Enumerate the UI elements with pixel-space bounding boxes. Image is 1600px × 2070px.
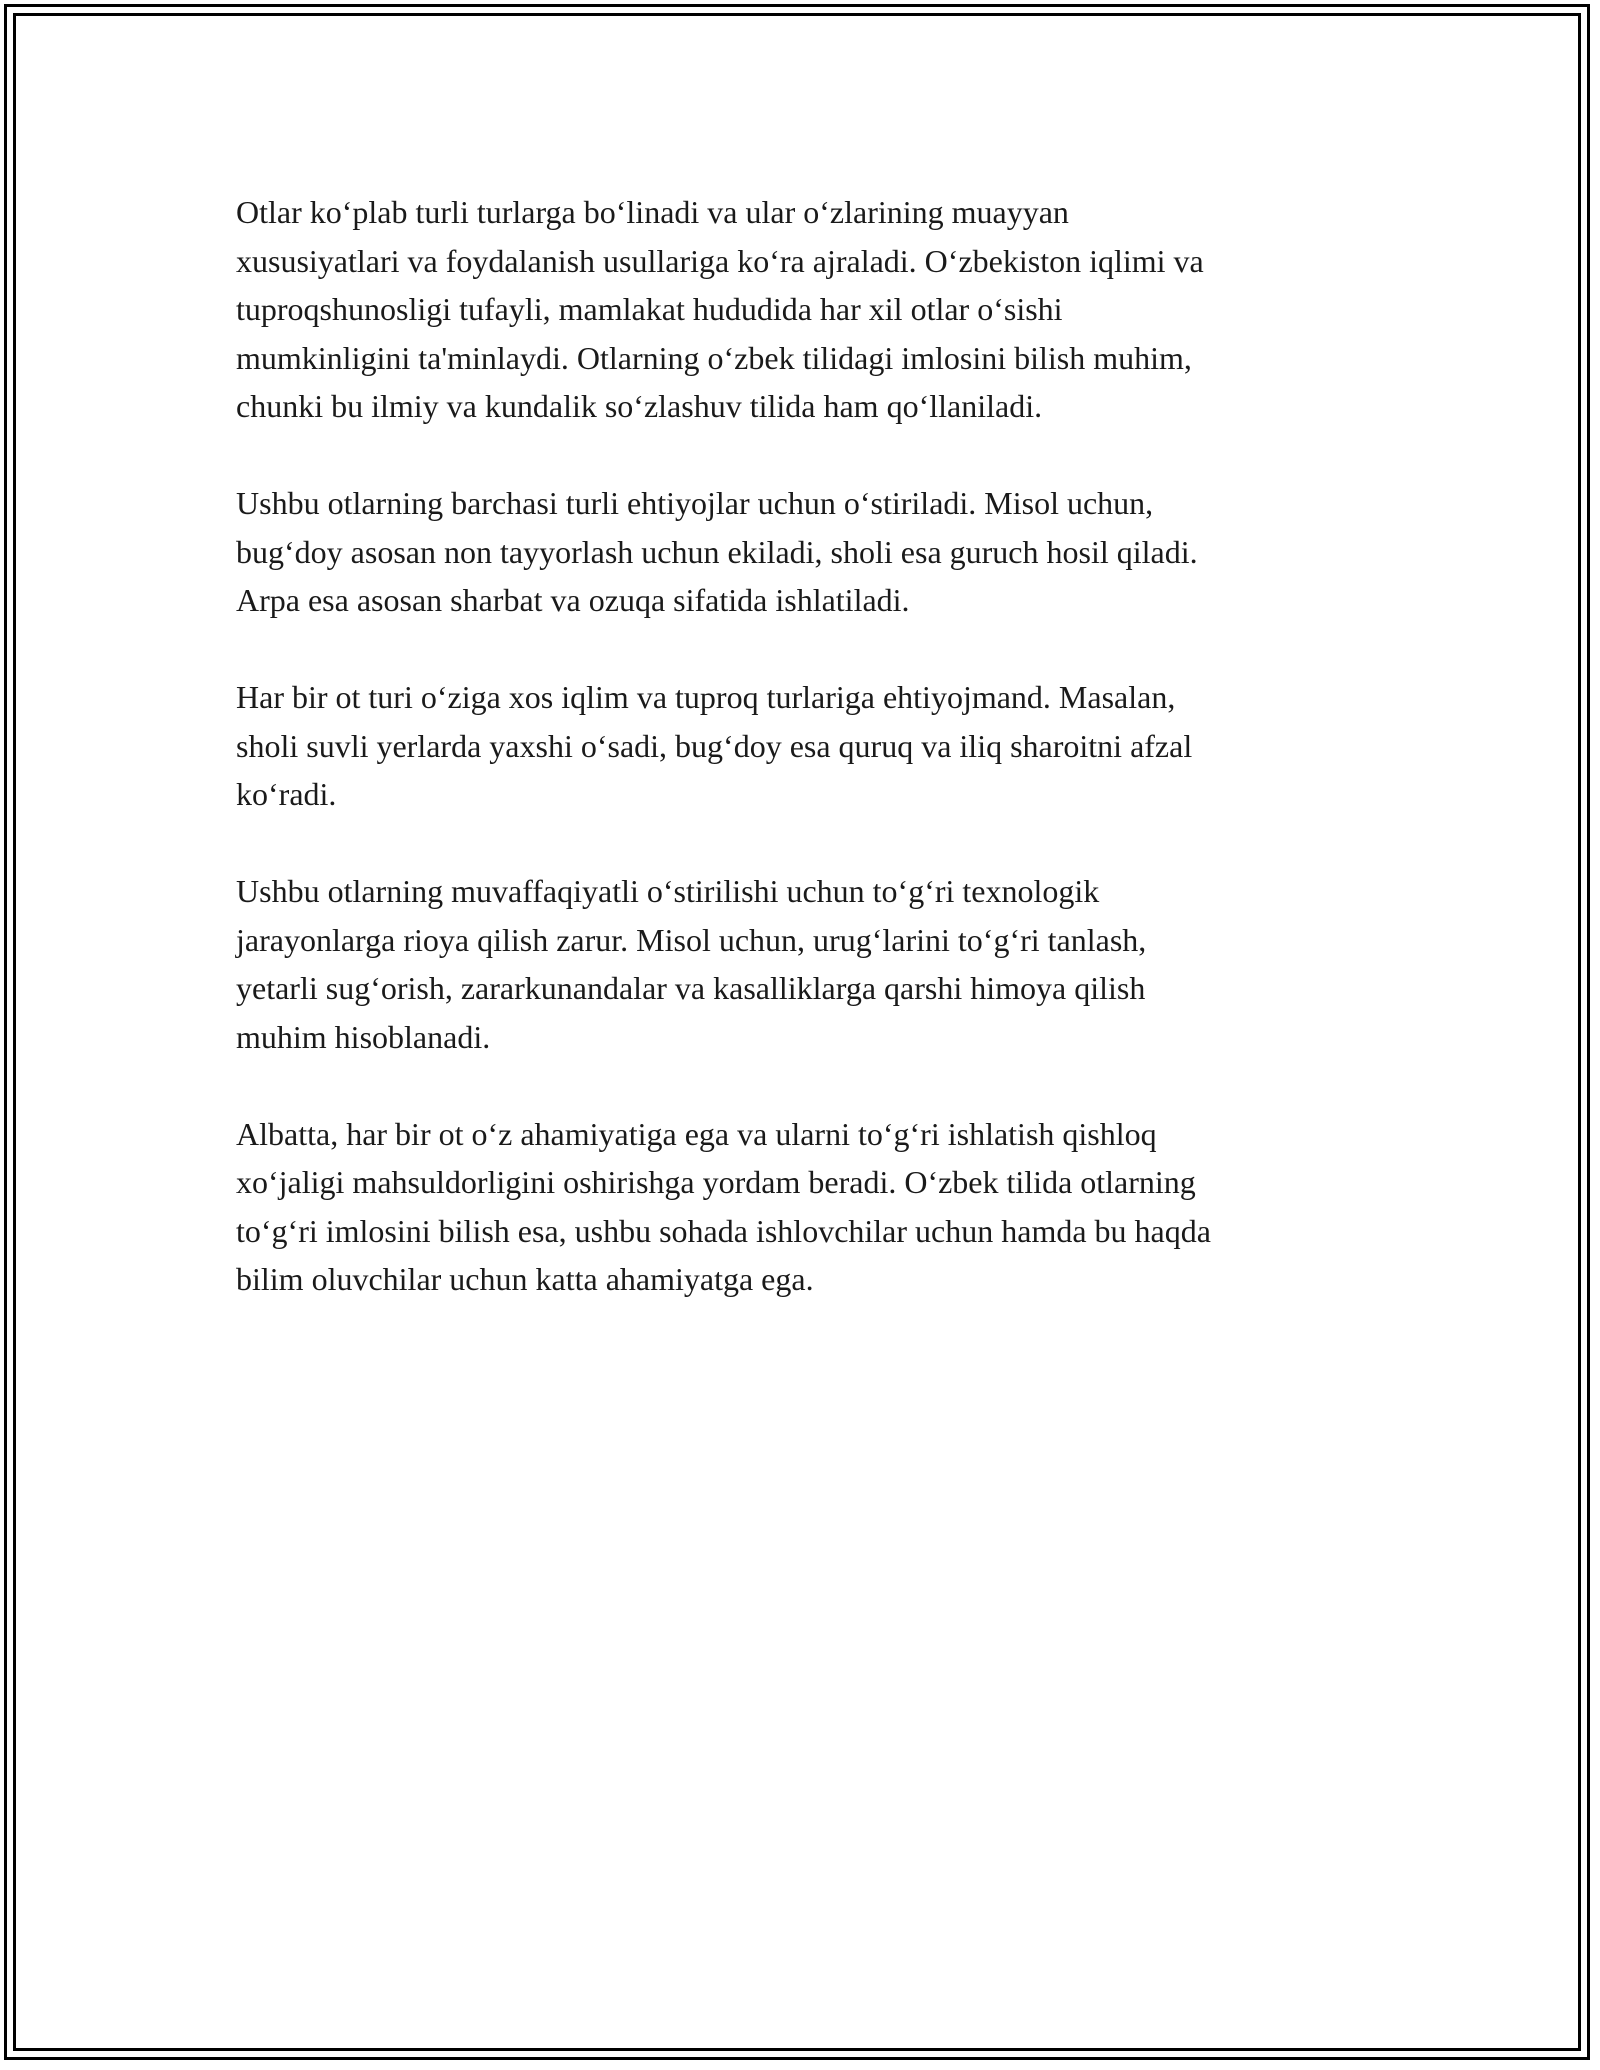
document-body [236,188,1366,1352]
paragraph-line: bilim oluvchilar uchun katta ahamiyatga ega. [236,1261,814,1297]
paragraph-line: xususiyatlari va foydalanish usullariga ko‘ra ajraladi. O‘zbekiston iqlimi va [236,242,1204,279]
paragraph-line: Ushbu otlarning barchasi turli ehtiyojlar uchun o‘stiriladi. Misol uchun, [236,485,1154,521]
paragraph-line: sholi suvli yerlarda yaxshi o‘sadi, bug‘doy esa quruq va iliq sharoitni afzal [236,727,1193,764]
paragraph-line: mumkinligini ta'minlaydi. Otlarning o‘zbek tilidagi imlosini bilish muhim, [236,339,1192,376]
paragraph-line: jarayonlarga rioya qilish zarur. Misol uchun, urug‘larini to‘g‘ri tanlash, [236,921,1147,958]
paragraph-line: Arpa esa asosan sharbat va ozuqa sifatida ishlatiladi. [236,582,910,618]
paragraph-line: tuproqshunosligi tufayli, mamlakat hududida har xil otlar o‘sishi [236,291,1063,327]
paragraph-line: Albatta, har bir ot o‘z ahamiyatiga ega va ularni to‘g‘ri ishlatish qishloq [236,1115,1157,1152]
paragraph-3 [236,673,1366,819]
paragraph-line: yetarli sug‘orish, zararkunandalar va kasalliklarga qarshi himoya qilish [236,970,1146,1006]
paragraph-5 [236,1110,1366,1304]
paragraph-line: ko‘radi. [236,776,337,812]
paragraph-line: to‘g‘ri imlosini bilish esa, ushbu sohada ishlovchilar uchun hamda bu haqda [236,1212,1211,1249]
paragraph-line: Har bir ot turi o‘ziga xos iqlim va tuproq turlariga ehtiyojmand. Masalan, [236,679,1176,715]
paragraph-2 [236,479,1366,625]
paragraph-4 [236,867,1366,1061]
paragraph-line: xo‘jaligi mahsuldorligini oshirishga yordam beradi. O‘zbek tilida otlarning [236,1164,1196,1200]
paragraph-line: bug‘doy asosan non tayyorlash uchun ekiladi, sholi esa guruch hosil qiladi. [236,533,1198,570]
paragraph-1 [236,188,1366,431]
paragraph-line: Otlar ko‘plab turli turlarga bo‘linadi va ular o‘zlarining muayyan [236,194,1069,230]
paragraph-line: muhim hisoblanadi. [236,1018,491,1055]
paragraph-line: chunki bu ilmiy va kundalik so‘zlashuv tilida ham qo‘llaniladi. [236,388,1043,424]
paragraph-line: Ushbu otlarning muvaffaqiyatli o‘stirilishi uchun to‘g‘ri texnologik [236,873,1100,909]
